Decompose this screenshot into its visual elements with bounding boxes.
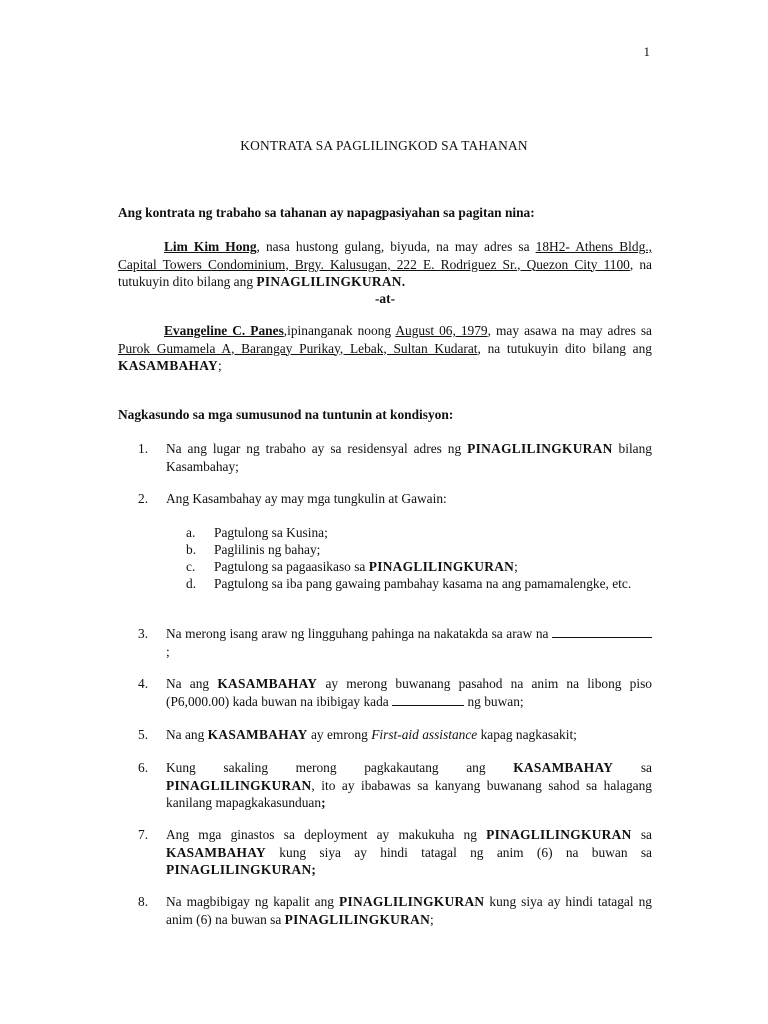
duty-letter: c.	[186, 559, 196, 574]
item-text: kapag nagkasakit;	[477, 727, 577, 742]
item-number: 1.	[138, 441, 149, 456]
item-end: ;	[430, 911, 434, 927]
item-bold: KASAMBAHAY	[513, 760, 614, 775]
employee-address: Purok Gumamela A, Barangay Purikay, Lebak, Sultan Kudarat	[118, 340, 478, 356]
item-bold: KASAMBAHAY	[207, 727, 308, 742]
list-item	[118, 675, 652, 710]
item-text: sa	[613, 760, 652, 775]
item-bold: PINAGLILINGKURAN	[486, 827, 632, 842]
employee-born-text: ,ipinanganak noong	[283, 323, 396, 338]
item-text: ng buwan;	[464, 693, 524, 709]
duty-bold: PINAGLILINGKURAN	[368, 559, 515, 574]
pay-day-blank	[392, 693, 464, 706]
item-text: Na ang	[166, 727, 208, 742]
page-number: 1	[643, 44, 650, 59]
employee-paragraph	[118, 322, 652, 375]
item-number: 5.	[138, 727, 149, 742]
item-text: , ito ay ibabawas sa kanyang buwanang sahod sa halagang kanilang mapagkakasunduan	[166, 777, 652, 810]
item-text: Na ang	[166, 676, 218, 691]
item-bold: PINAGLILINGKURAN	[338, 894, 485, 909]
employer-term: PINAGLILINGKURAN.	[256, 274, 406, 289]
employer-paragraph	[118, 238, 652, 291]
duty-text: Pagtulong sa pagaasikaso sa	[214, 559, 369, 574]
duty-letter: b.	[186, 542, 197, 557]
item-number: 7.	[138, 827, 149, 842]
item-text: kung siya ay hindi tatagal ng anim (6) na buwan sa	[265, 844, 652, 860]
duty-item	[166, 541, 652, 559]
rest-day-blank	[552, 625, 652, 638]
employee-birthdate: August 06, 1979	[395, 323, 488, 338]
duty-item	[166, 575, 652, 593]
item-bold: PINAGLILINGKURAN	[284, 911, 431, 927]
list-item	[118, 759, 652, 812]
item-bold: PINAGLILINGKURAN;	[166, 862, 317, 877]
duty-letter: d.	[186, 576, 197, 591]
item-number: 6.	[138, 760, 149, 775]
item-text: Na ang lugar ng trabaho ay sa residensyal adres ng	[166, 441, 468, 456]
duty-letter: a.	[186, 525, 196, 540]
list-item	[118, 726, 652, 744]
intro-heading: Ang kontrata ng trabaho sa tahanan ay napagpasiyahan sa pagitan nina:	[118, 205, 535, 220]
duty-item	[166, 524, 652, 542]
list-item	[118, 826, 652, 879]
duty-text: Pagtulong sa iba pang gawaing pambahay kasama na ang pamamalengke, etc.	[214, 576, 632, 591]
item-italic: First-aid assistance	[371, 727, 478, 742]
at-separator: -at-	[374, 291, 396, 306]
terms-heading: Nagkasundo sa mga sumusunod na tuntunin at kondisyon:	[118, 407, 454, 422]
employee-suffix: , na tutukuyin dito bilang ang	[477, 340, 652, 356]
duty-item	[166, 558, 652, 576]
item-text: bilang Kasambahay;	[166, 441, 652, 474]
item-text: kung siya ay hindi tatagal ng anim (6) na buwan sa	[166, 894, 652, 927]
item-text: Kung sakaling merong pagkakautang ang	[166, 760, 514, 775]
item-number: 8.	[138, 894, 149, 909]
document-title: KONTRATA SA PAGLILINGKOD SA TAHANAN	[240, 138, 528, 153]
item-number: 3.	[138, 626, 149, 641]
duty-text: ;	[514, 559, 518, 574]
item-bold: KASAMBAHAY	[217, 676, 318, 691]
employee-name: Evangeline C. Panes	[164, 323, 284, 338]
item-bold: KASAMBAHAY	[166, 844, 266, 860]
employer-suffix: , na tutukuyin dito bilang ang	[118, 256, 652, 289]
item-text: Na merong isang araw ng lingguhang pahinga na nakatakda sa araw na	[166, 626, 552, 641]
list-item	[118, 625, 652, 660]
item-text: ay emrong	[307, 727, 372, 742]
list-item	[118, 490, 652, 508]
item-end: ;	[321, 795, 326, 810]
item-text: Ang Kasambahay ay may mga tungkulin at Gawain:	[166, 491, 447, 506]
item-bold: PINAGLILINGKURAN	[166, 777, 312, 793]
employer-name: Lim Kim Hong	[164, 239, 257, 254]
employee-end: ;	[217, 358, 222, 373]
duty-text: Pagtulong sa Kusina;	[214, 525, 328, 540]
item-text: ay merong buwanang pasahod na anim na libong piso (P6,000.00) kada buwan na ibibigay kada	[166, 676, 652, 709]
employer-desc: , nasa hustong gulang, biyuda, na may adres sa	[256, 239, 536, 254]
item-text: ;	[166, 643, 170, 659]
employee-married-text: , may asawa na may adres sa	[487, 323, 652, 338]
list-item	[118, 893, 652, 928]
item-number: 4.	[138, 676, 149, 691]
item-number: 2.	[138, 491, 149, 506]
item-bold: PINAGLILINGKURAN	[467, 441, 613, 456]
item-text: Na magbibigay ng kapalit ang	[166, 894, 339, 909]
employee-term: KASAMBAHAY	[118, 358, 218, 373]
duty-text: Paglilinis ng bahay;	[214, 542, 321, 557]
list-item	[118, 440, 652, 475]
item-text: sa	[631, 827, 652, 842]
item-text: Ang mga ginastos sa deployment ay makukuha ng	[166, 827, 487, 842]
employer-address: 18H2- Athens Bldg., Capital Towers Condominium, Brgy. Kalusugan, 222 E. Rodriguez Sr., Quezon City 1100	[118, 239, 652, 272]
